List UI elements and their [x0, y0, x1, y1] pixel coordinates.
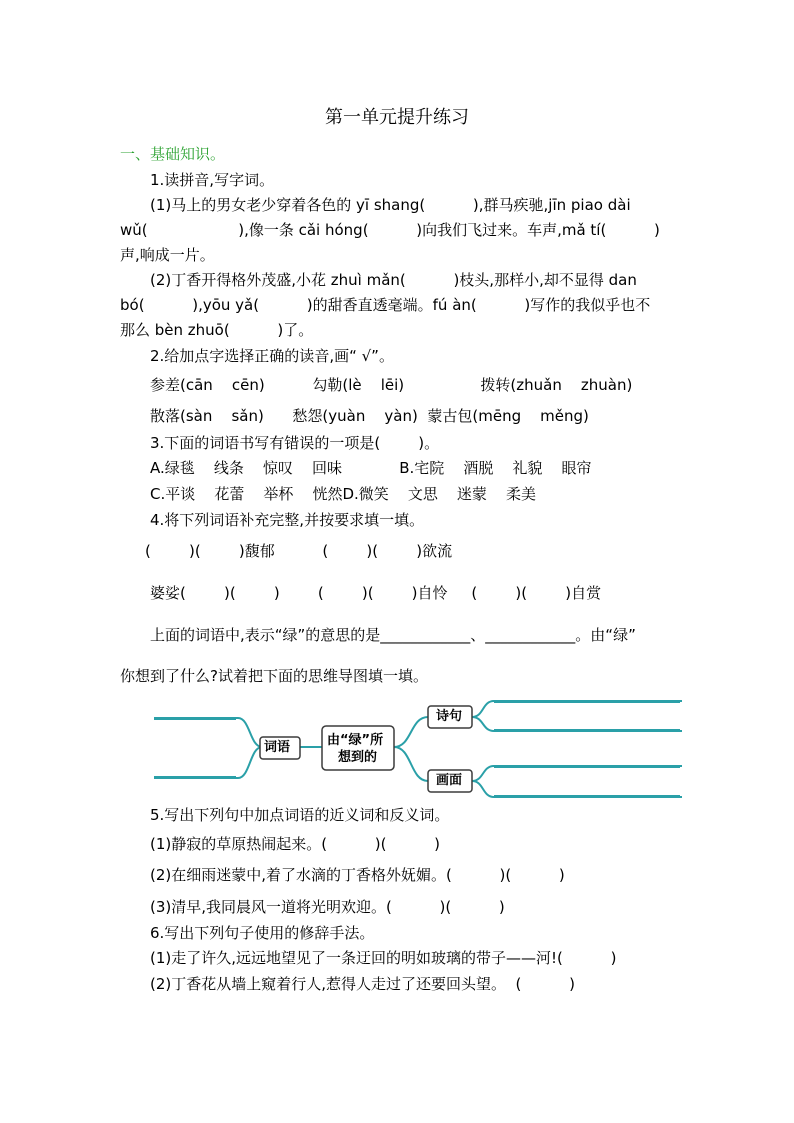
question-2-options: 参差(cān cēn) 勾勒(lè lēi) 拨转(zhuǎn zhuàn)	[150, 376, 633, 394]
question-3-heading: 3.下面的词语书写有错误的一项是( )。	[150, 434, 440, 452]
question-4-heading: 4.将下列词语补充完整,并按要求填一填。	[150, 511, 425, 529]
mind-map-connector	[472, 766, 682, 781]
question-1-text: 声,响成一片。	[120, 246, 215, 264]
question-1-text: wǔ( ),像一条 cǎi hóng( )向我们飞过来。车声,mǎ tí( )	[120, 221, 660, 239]
mind-map-label-poems: 诗句	[436, 709, 463, 724]
mind-map-connector	[154, 747, 262, 778]
mind-map-connector	[472, 717, 682, 731]
question-6-sentence: (2)丁香花从墙上窥着行人,惹得人走过了还要回头望。 ( )	[150, 975, 575, 993]
mind-map-connector	[472, 701, 682, 717]
question-3-options: C.平谈 花蕾 举杯 恍然D.微笑 文思 迷蒙 柔美	[150, 485, 536, 503]
page-title: 第一单元提升练习	[325, 107, 469, 128]
question-6-sentence: (1)走了许久,远远地望见了一条迂回的明如玻璃的带子——河!( )	[150, 949, 617, 967]
question-1-text: (1)马上的男女老少穿着各色的 yī shang( ),群马疾驰,jīn piao dài	[150, 196, 631, 214]
question-4-words: 婆娑( )( ) ( )( )自怜 ( )( )自赏	[150, 584, 602, 602]
question-4-words: ( )( )馥郁 ( )( )欲流	[145, 542, 453, 560]
mind-map-label-words: 词语	[264, 740, 291, 755]
question-5-sentence: (3)清早,我同晨风一道将光明欢迎。( )( )	[150, 898, 505, 916]
mind-map-label-scenes: 画面	[436, 773, 463, 788]
question-3-options: A.绿毯 线条 惊叹 回味 B.宅院 酒脱 礼貌 眼帘	[150, 459, 592, 477]
section-heading: 一、基础知识。	[120, 145, 226, 163]
question-1-heading: 1.读拼音,写字词。	[150, 171, 275, 189]
mind-map-connector	[394, 747, 428, 781]
question-1-text: 那么 bèn zhuō( )了。	[120, 321, 314, 339]
question-6-heading: 6.写出下列句子使用的修辞手法。	[150, 924, 375, 942]
question-1-text: bó( ),yōu yǎ( )的甜香直透毫端。fú àn( )写作的我似乎也不	[120, 296, 651, 314]
question-1-text: (2)丁香开得格外茂盛,小花 zhuì mǎn( )枝头,那样小,却不显得 dan	[150, 271, 637, 289]
question-5-heading: 5.写出下列句中加点词语的近义词和反义词。	[150, 806, 450, 824]
mind-map-connector	[394, 717, 428, 747]
question-4-text: 上面的词语中,表示“绿”的意思的是____________、____________。由“绿”	[150, 626, 636, 644]
question-2-heading: 2.给加点字选择正确的读音,画“ √”。	[150, 347, 394, 365]
question-5-sentence: (1)静寂的草原热闹起来。( )( )	[150, 835, 441, 853]
mind-map-connector	[472, 781, 682, 797]
question-2-options: 散落(sàn sǎn) 愁怨(yuàn yàn) 蒙古包(mēng měng)	[150, 407, 589, 425]
mind-map-center-label: 想到的	[338, 750, 378, 765]
question-4-text: 你想到了什么?试着把下面的思维导图填一填。	[120, 667, 428, 685]
mind-map-connector	[154, 718, 262, 747]
mind-map-center-label: 由“绿”所	[327, 733, 384, 748]
question-5-sentence: (2)在细雨迷蒙中,着了水滴的丁香格外妩媚。( )( )	[150, 866, 565, 884]
